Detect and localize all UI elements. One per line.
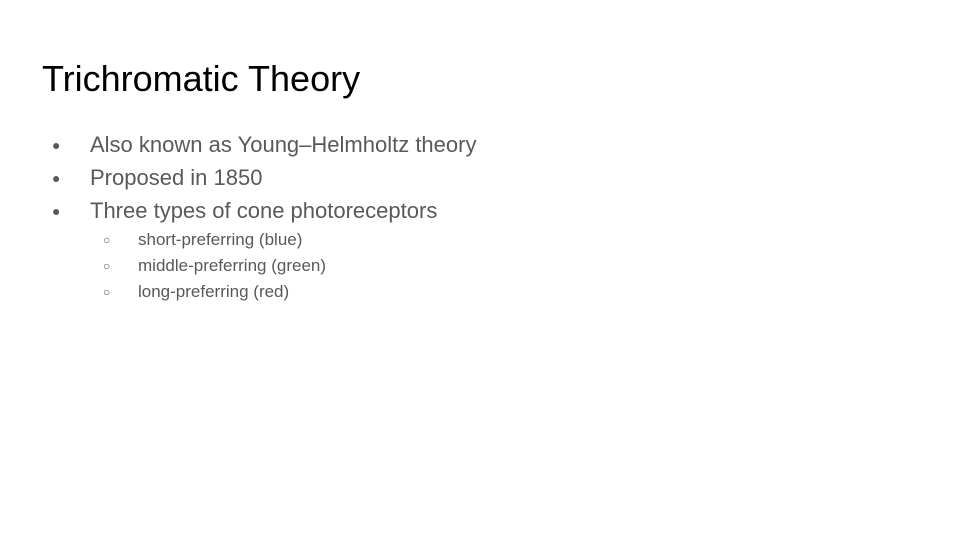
sub-bullet-text: short-preferring (blue) <box>138 230 303 249</box>
slide-title: Trichromatic Theory <box>42 58 361 99</box>
bullet-marker: ● <box>52 170 61 186</box>
sub-bullet-marker: ○ <box>103 233 111 247</box>
bullet-marker: ● <box>52 137 61 153</box>
bullet-marker: ● <box>52 203 61 219</box>
sub-bullet-marker: ○ <box>103 285 111 299</box>
sub-bullet-text: long-preferring (red) <box>138 282 290 301</box>
bullet-text: Proposed in 1850 <box>90 165 263 190</box>
bullet-text: Three types of cone photoreceptors <box>90 198 438 223</box>
bullet-text: Also known as Young–Helmholtz theory <box>90 132 477 157</box>
sub-bullet-marker: ○ <box>103 259 111 273</box>
sub-bullet-text: middle-preferring (green) <box>138 256 327 275</box>
